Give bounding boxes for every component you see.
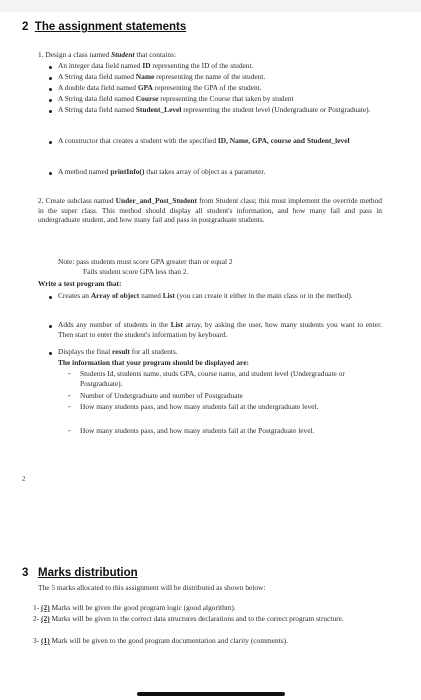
item-1-bullet-1: An integer data field named ID representing the ID of the student. [58, 61, 254, 70]
test-bullet-3: Displays the final result for all students. [58, 347, 178, 356]
test-bullet-2: Adds any number of students in the List array, by asking the user, how many students you want to enter. Then start to enter the student's information by keyboard. [58, 320, 382, 339]
page-number: 2 [22, 475, 26, 483]
bullet-dot [49, 325, 52, 328]
output-item-1: Students Id, students name, studs GPA, course name, and student level (Undergraduate or Postgraduate). [80, 369, 345, 388]
dash-marker: - [68, 426, 71, 435]
bullet-dot [49, 77, 52, 80]
dash-marker: - [68, 402, 71, 411]
section-2-heading [22, 21, 186, 33]
item-1-bullet-6: A constructor that creates a student with the specified ID, Name, GPA, course and Student_level [58, 136, 350, 145]
page-top-band [0, 0, 421, 12]
marks-item-1: 1- (2) Marks will be given the good program logic (good algorithm). [33, 603, 236, 612]
item-1-bullet-5: A String data field named Student_Level representing the student level (Undergraduate or Postgraduate). [58, 105, 371, 114]
bullet-dot [49, 141, 52, 144]
marks-intro: The 5 marks allocated to this assignment will be distributed as shown below: [38, 583, 266, 592]
marks-item-2: 2- (2) Marks will be given to the correct data structures declarations and to the correct program structure. [33, 614, 344, 623]
home-indicator[interactable] [137, 692, 285, 696]
item-1-bullet-7: A method named printInfo() that takes array of object as a parameter. [58, 167, 266, 176]
bullet-dot [49, 110, 52, 113]
output-format-heading: The information that your program should be displayed are: [58, 358, 249, 367]
section-3-heading [22, 567, 138, 579]
item-1-bullet-2: A String data field named Name representing the name of the student. [58, 72, 266, 81]
bullet-dot [49, 352, 52, 355]
dash-marker: - [68, 391, 71, 400]
output-item-3: How many students pass, and how many students fail at the undergraduate level. [80, 402, 319, 411]
item-1-bullet-3: A double data field named GPA representing the GPA of the student. [58, 83, 262, 92]
bullet-dot [49, 88, 52, 91]
item-1-bullet-4: A String data field named Course representing the Course that taken by student [58, 94, 294, 103]
dash-marker: - [68, 369, 71, 378]
section-3-number: 3 [22, 567, 29, 579]
bullet-dot [49, 172, 52, 175]
bullet-dot [49, 99, 52, 102]
note-line-2: Fails student score GPA less than 2. [83, 267, 189, 276]
section-2-number: 2 [22, 21, 29, 33]
output-item-4: How many students pass, and how many students fail at the Postgraduate level. [80, 426, 315, 435]
test-bullet-1: Creates an Array of object named List (you can create it either in the main class or in the method). [58, 291, 353, 300]
section-2-title: The assignment statements [34, 21, 187, 33]
bullet-dot [49, 296, 52, 299]
item-2-paragraph: 2. Create subclass named Under_and_Post_Student from Student class; this must implement the override method in the super class. This method should display all student's information, and how many fail and pass in undergraduate student, and how many fail and pass in postgraduate students. [38, 196, 382, 225]
item-1-intro: 1. Design a class named Student that contains: [38, 50, 176, 59]
section-3-title: Marks distribution [38, 567, 138, 579]
bullet-dot [49, 66, 52, 69]
test-program-heading: Write a test program that: [38, 279, 122, 288]
note-line-1: Note: pass students must score GPA greater than or equal 2 [58, 257, 233, 266]
output-item-2: Number of Undergraduate and number of Postgraduate [80, 391, 243, 400]
marks-item-3: 3- (1) Mark will be given to the good program documentation and clarity (comments). [33, 636, 288, 645]
